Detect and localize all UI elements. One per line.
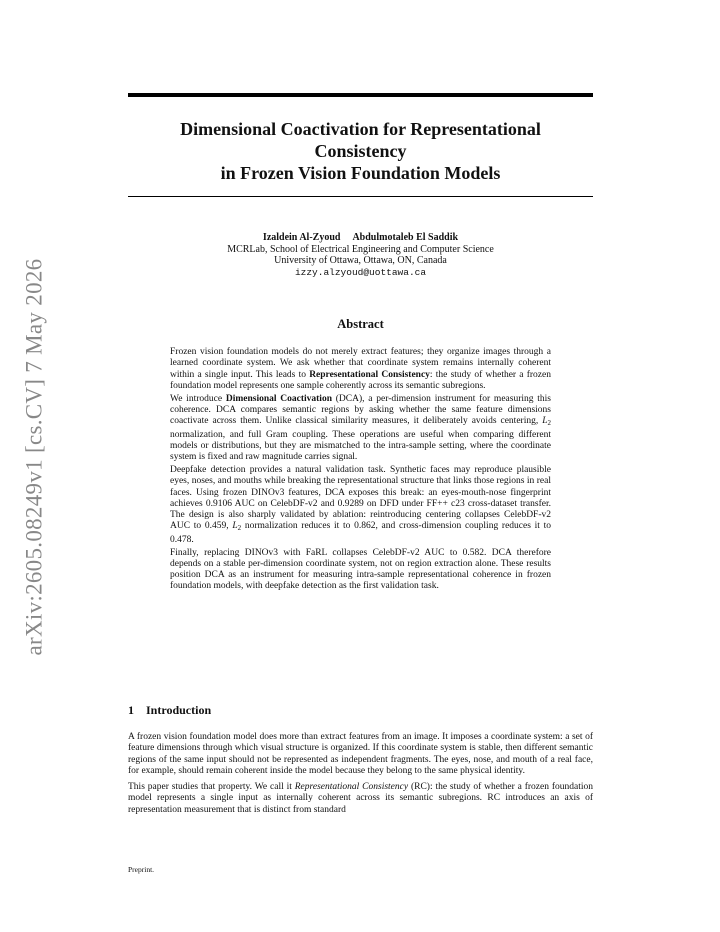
math-subscript: 2: [547, 419, 551, 428]
math-l2: L: [232, 521, 238, 532]
author-name: Abdulmotaleb El Saddik: [352, 232, 459, 243]
introduction-body: [128, 732, 593, 821]
body-text: This paper studies that property. We call it: [128, 782, 295, 793]
abstract-emphasis: Representational Consistency: [309, 369, 430, 380]
math-l2: L: [542, 416, 548, 427]
author-affiliation: MCRLab, School of Electrical Engineering and Computer Science: [227, 243, 494, 255]
abstract-text: normalization reduces it to 0.862, and cross-dimension coupling reduces it to 0.478.: [170, 521, 551, 545]
body-paragraph: A frozen vision foundation model does more than extract features from an image. It imposes a coordinate system: a set of feature dimensions through which visual structure is organized. If this coordinate system is stable, then different semantic regions of the same input should not be represented as independent fragments. The eyes, nose, and mouth of a real face, for example, should remain coherent inside the model because they belong to the same physical identity.: [128, 732, 593, 776]
abstract-body: [170, 347, 551, 594]
arxiv-identifier: arXiv:2605.08249v1 [cs.CV] 7 May 2026: [21, 258, 47, 656]
author-email: izzy.alzyoud@uottawa.ca: [294, 266, 427, 278]
arxiv-sidebar: [14, 258, 54, 656]
section-heading-introduction: [128, 703, 211, 718]
body-text: (RC): the study of whether a frozen foundation model represents a single input as internally coherent across its semantic subregions. RC introduces an axis of representation measurement that is distinct from standard: [128, 782, 593, 815]
abstract-text: Frozen vision foundation models do not merely extract features; they organize images through a learned coordinate system. We ask whether that coordinate system remains internally coherent within a single input. This leads to: [170, 347, 551, 380]
abstract-paragraph: [170, 394, 551, 464]
abstract-heading: Abstract: [337, 317, 384, 331]
author-block: [128, 232, 593, 278]
title-top-rule: [128, 93, 593, 97]
math-subscript: 2: [237, 524, 242, 533]
title-line-1: Dimensional Coactivation for Representational: [180, 119, 541, 139]
body-emphasis: Representational Consistency: [294, 782, 409, 793]
abstract-text: (DCA), a per-dimension instrument for measuring this coherence. DCA compares semantic regions by asking whether the same feature dimensions coactivate across them. Unlike classical similarity measures, it deliberately avoids centering,: [170, 393, 551, 427]
author-name: Izaldein Al-Zyoud: [262, 232, 341, 243]
abstract-paragraph: [170, 347, 551, 392]
preprint-footer: Preprint.: [128, 865, 155, 874]
paper-title: [128, 118, 593, 184]
abstract-text: normalization, and full Gram coupling. These operations are useful when comparing different models or distributions, but they are mismatched to the intra-sample setting, where the coordinate system is fixed and raw magnitude carries signal.: [170, 429, 551, 463]
section-title: Introduction: [146, 703, 212, 717]
author-names: [128, 232, 593, 244]
abstract-text: Deepfake detection provides a natural validation task. Synthetic faces may reproduce plausible eyes, noses, and mouths while breaking the representational structure that links those regions in real faces. Using frozen DINOv3 features, DCA exposes this break: an eyes-mouth-nose fingerprint achieves 0.9106 AUC on CelebDF-v2 and 0.9289 on DFD under FF++ c23 cross-dataset transfer. The design is also sharply validated by ablation: reintroducing centering collapses CelebDF-v2 AUC to 0.459,: [170, 464, 551, 532]
title-bottom-rule: [128, 196, 593, 197]
abstract-text: We introduce: [170, 393, 226, 404]
abstract-emphasis: Dimensional Coactivation: [225, 393, 332, 404]
title-line-2: Consistency: [314, 141, 407, 161]
abstract-paragraph: Finally, replacing DINOv3 with FaRL collapses CelebDF-v2 AUC to 0.582. DCA therefore depends on a stable per-dimension coordinate system, not on region extraction alone. These results position DCA as an instrument for measuring intra-sample representational coherence in frozen foundation models, with deepfake detection as the first validation task.: [170, 547, 551, 592]
author-address: University of Ottawa, Ottawa, ON, Canada: [274, 255, 447, 266]
section-number: 1: [128, 703, 134, 717]
abstract-paragraph: [170, 465, 551, 546]
abstract-text: : the study of whether a frozen foundation model represents one sample coherently across its semantic subregions.: [170, 369, 551, 391]
body-paragraph: [128, 782, 593, 816]
title-line-3: in Frozen Vision Foundation Models: [220, 163, 501, 183]
